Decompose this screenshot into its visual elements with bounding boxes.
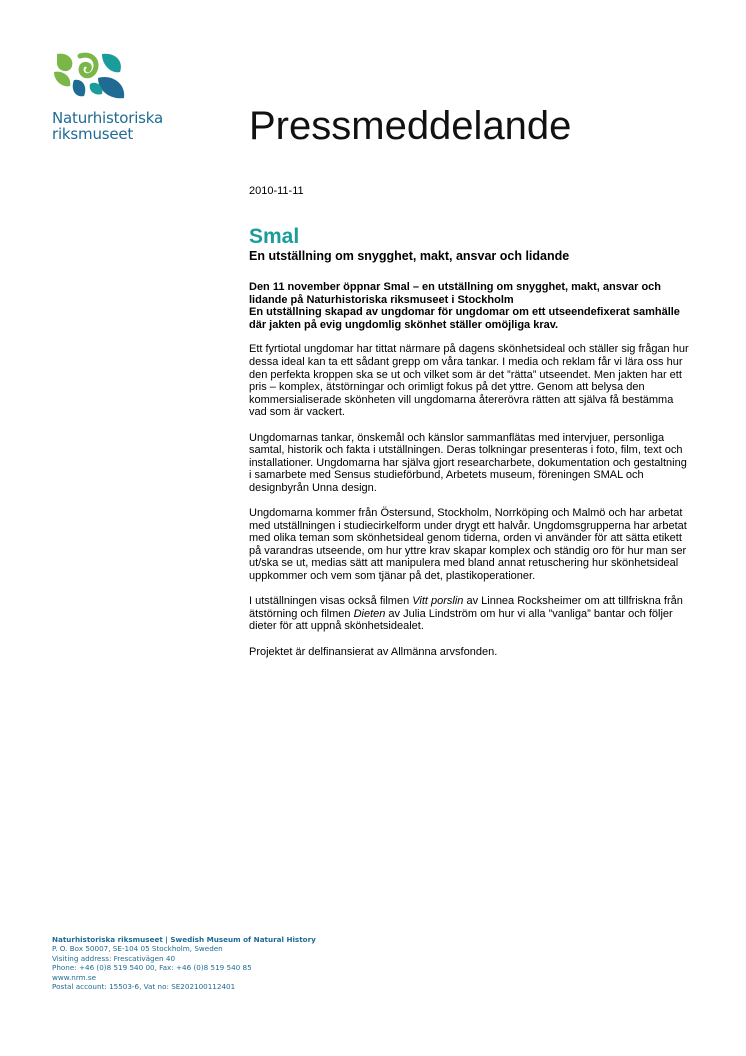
paragraph-3: Ungdomarna kommer från Östersund, Stockholm, Norrköping och Malmö och har arbetat med utställningen i studiecirkelform under drygt ett halvår. Ungdomsgrupperna har arbetat med olika teman som skönhetsideal genom tiderna, orden vi använder för att sätta etikett på varandras utseende, om hur yttre krav skapar komplex och ständig oro för hur man ser ut/ska se ut, medias sätt att manipulera med bland annat retuschering hur skönhetsideal uppkommer och vem som tjänar på det, plastikoperationer. [249,507,687,583]
paragraph-2: Ungdomarnas tankar, önskemål och känslor sammanflätas med intervjuer, personliga samtal, historik och fakta i utställningen. Deras tolkningar presenteras i foto, film, text och installationer. Ungdomarna har själva gjort researcharbete, dokumentation och gestaltning i samarbete med Sensus studieförbund, Arbetets museum, föreningen SMAL och designbyrån Unna design. [249,431,687,494]
footer-po-box: P. O. Box 50007, SE-104 05 Stockholm, Sweden [52,944,223,954]
footer-contact [52,935,316,991]
paragraph-4-part-a: I utställningen visas också filmen [249,595,413,608]
paragraph-4 [249,595,689,633]
article-lead [249,281,689,331]
page-title: Pressmeddelande [249,104,572,148]
footer-web: www.nrm.se [52,972,97,982]
museum-logo-icon [52,50,128,102]
paragraph-1: Ett fyrtiotal ungdomar har tittat närmare på dagens skönhetsideal och ställer sig frågan hur dessa ideal kan ta ett sådant grepp om våra tankar. I media och reklam får vi lära oss hur den perfekta kroppen ska se ut och vilket som är det ”rätta” utseendet. Men jakten har ett pris – komplex, ätstörningar och orimligt fokus på det yttre. Genom att belysa den kommersialiserade skönheten vill ungdomarna återerövra rätten att själva få bestämma vad som är vackert. [249,343,689,419]
film-title-vitt-porslin: Vitt porslin [412,595,464,608]
paragraph-4-part-c: av Julia Lindström om hur vi alla ”vanliga” bantar och följer dieter för att uppnå skönhetsidealet. [249,607,673,633]
article-body [249,225,689,671]
logo-leaf-green-mid [54,72,70,87]
logo-leaf-green-top [57,54,72,71]
paragraph-5: Projektet är delfinansierat av Allmänna arvsfonden. [249,645,498,658]
logo-leaf-blue-left [73,80,86,97]
logo-leaf-green-curl [80,55,96,76]
footer-phone: Phone: +46 (0)8 519 540 00, Fax: +46 (0)8 519 540 85 [52,963,252,973]
footer-visiting: Visiting address: Frescativägen 40 [52,953,176,963]
museum-logo [52,50,162,142]
museum-name [52,110,162,142]
article-subtitle: En utställning om snygghet, makt, ansvar och lidande [249,249,570,263]
logo-leaf-blue-right [98,77,124,98]
logo-leaf-teal-right [102,54,121,73]
museum-name-line1: Naturhistoriska [52,109,164,127]
museum-name-line2: riksmuseet [52,125,134,143]
article-title: Smal [249,225,300,248]
footer-org: Naturhistoriska riksmuseet | Swedish Museum of Natural History [52,935,316,944]
lead-line-1: Den 11 november öppnar Smal – en utställning om snygghet, makt, ansvar och lidande på Naturhistoriska riksmuseet i Stockholm [249,281,661,306]
paragraph-4-part-b: av Linnea Rocksheimer om att tillfriskna från ätstörning och filmen [249,595,683,620]
footer-postal: Postal account: 15503-6, Vat no: SE202100112401 [52,982,236,992]
press-date: 2010-11-11 [249,185,304,197]
lead-line-2: En utställning skapad av ungdomar för ungdomar om ett utseendefixerat samhälle där jakten på evig ungdomlig skönhet ställer omöjliga krav. [249,306,680,331]
film-title-dieten: Dieten [353,607,386,620]
